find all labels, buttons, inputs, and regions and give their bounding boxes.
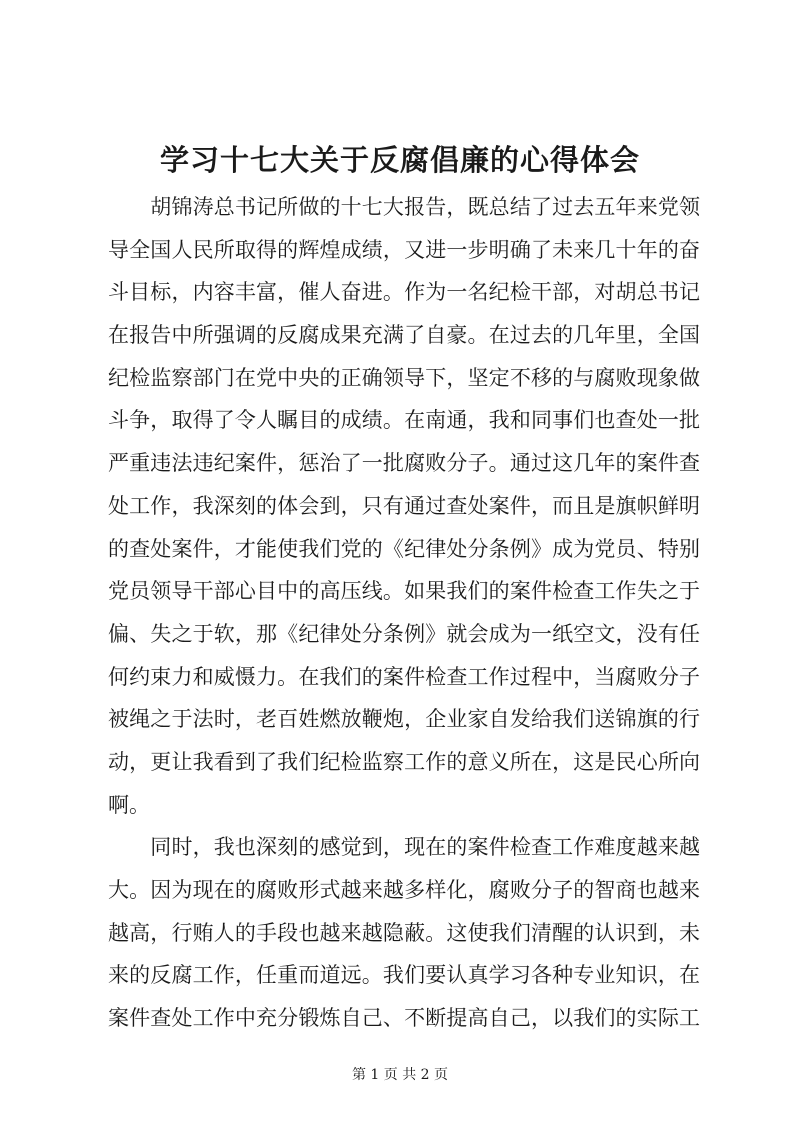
paragraph bbox=[108, 826, 700, 1039]
text-line: 来的反腐工作，任重而道远。我们要认真学习各种专业知识，在 bbox=[108, 963, 700, 988]
text-line: 越高，行贿人的手段也越来越隐蔽。这使我们清醒的认识到，未 bbox=[108, 920, 700, 945]
document-body bbox=[108, 186, 700, 1040]
paragraph bbox=[108, 186, 700, 826]
text-line: 党员领导干部心目中的高压线。如果我们的案件检查工作失之于 bbox=[108, 579, 700, 604]
text-line: 斗争，取得了令人瞩目的成绩。在南通，我和同事们也查处一批 bbox=[108, 408, 700, 433]
text-line: 斗目标，内容丰富，催人奋进。作为一名纪检干部，对胡总书记 bbox=[108, 280, 700, 305]
text-line: 的查处案件，才能使我们党的《纪律处分条例》成为党员、特别 bbox=[108, 536, 700, 561]
text-line: 案件查处工作中充分锻炼自己、不断提高自己，以我们的实际工 bbox=[108, 1006, 700, 1031]
text-line: 在报告中所强调的反腐成果充满了自豪。在过去的几年里，全国 bbox=[108, 323, 700, 348]
text-line: 胡锦涛总书记所做的十七大报告，既总结了过去五年来党领 bbox=[108, 195, 700, 219]
text-line: 纪检监察部门在党中央的正确领导下，坚定不移的与腐败现象做 bbox=[108, 365, 700, 390]
text-line: 何约束力和威慑力。在我们的案件检查工作过程中，当腐败分子 bbox=[108, 664, 700, 689]
text-line: 严重违法违纪案件，惩治了一批腐败分子。通过这几年的案件查 bbox=[108, 451, 700, 476]
text-line: 导全国人民所取得的辉煌成绩，又进一步明确了未来几十年的奋 bbox=[108, 237, 700, 262]
page-number-footer: 第 1 页 共 2 页 bbox=[351, 1067, 449, 1083]
text-line: 同时，我也深刻的感觉到，现在的案件检查工作难度越来越 bbox=[108, 835, 700, 860]
text-line: 偏、失之于软，那《纪律处分条例》就会成为一纸空文，没有任 bbox=[108, 621, 700, 646]
text-line: 被绳之于法时，老百姓燃放鞭炮，企业家自发给我们送锦旗的行 bbox=[108, 707, 700, 732]
text-line: 啊。 bbox=[108, 792, 150, 817]
text-line: 处工作，我深刻的体会到，只有通过查处案件，而且是旗帜鲜明 bbox=[108, 493, 700, 518]
document-title: 学习十七大关于反腐倡廉的心得体会 bbox=[159, 143, 640, 177]
text-line: 大。因为现在的腐败形式越来越多样化，腐败分子的智商也越来 bbox=[108, 878, 700, 902]
text-line: 动，更让我看到了我们纪检监察工作的意义所在，这是民心所向 bbox=[108, 749, 700, 774]
